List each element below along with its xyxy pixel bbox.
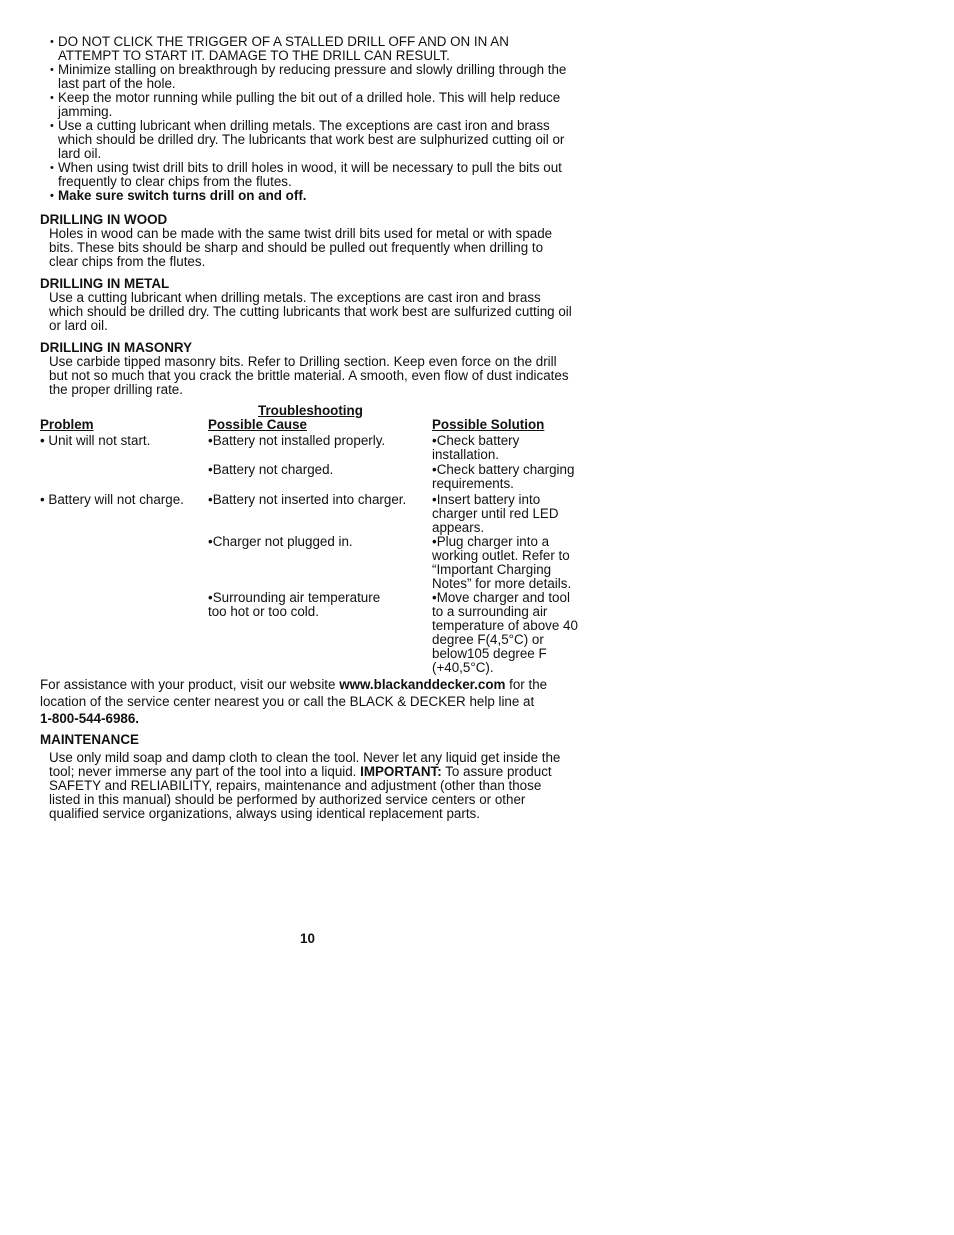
bullet-line: • DO NOT CLICK THE TRIGGER OF A STALLED DRILL OFF AND ON IN AN xyxy=(58,34,509,49)
section-heading: DRILLING IN WOOD xyxy=(40,212,168,227)
solution-line: •Move charger and tool xyxy=(432,590,570,605)
section-heading: DRILLING IN MASONRY xyxy=(40,340,193,355)
website-link[interactable]: www.blackanddecker.com xyxy=(339,677,506,692)
solution-line: appears. xyxy=(432,520,485,535)
solution-line: •Check battery charging xyxy=(432,462,575,477)
solution-line: to a surrounding air xyxy=(432,604,548,619)
solution-line: (+40,5°C). xyxy=(432,660,494,675)
header-solution: Possible Solution xyxy=(432,417,545,432)
maintenance-body xyxy=(49,751,594,821)
cause-line: •Surrounding air temperature xyxy=(208,590,381,605)
solution-cell xyxy=(432,591,592,675)
bullet-item xyxy=(50,35,590,63)
bullet-item xyxy=(50,63,590,91)
cause-line: too hot or too cold. xyxy=(208,604,319,619)
assist-text: for the xyxy=(505,677,548,692)
safety-bullet-list xyxy=(50,35,590,203)
body-line: Holes in wood can be made with the same twist drill bits used for metal or with spade xyxy=(49,226,553,241)
body-line: qualified service organizations, always using identical replacement parts. xyxy=(49,806,480,821)
solution-line: below105 degree F xyxy=(432,646,547,661)
solution-cell xyxy=(432,434,592,462)
solution-line: temperature of above 40 xyxy=(432,618,578,633)
solution-line: •Insert battery into xyxy=(432,492,541,507)
drilling-metal-section xyxy=(40,277,590,333)
body-line: bits. These bits should be sharp and should be pulled out frequently when drilling to xyxy=(49,240,544,255)
solution-line: •Plug charger into a xyxy=(432,534,550,549)
bullet-line: • When using twist drill bits to drill holes in wood, it will be necessary to pull the bits out xyxy=(58,160,562,175)
bullet-line: • Make sure switch turns drill on and off. xyxy=(58,188,307,203)
bullet-line: which should be drilled dry. The lubricants that work best are sulphurized cutting oil or xyxy=(58,132,565,147)
body-line: Use carbide tipped masonry bits. Refer to Drilling section. Keep even force on the drill xyxy=(49,354,557,369)
section-body xyxy=(40,355,590,397)
page-number: 10 xyxy=(300,931,315,946)
bullet-item xyxy=(50,91,590,119)
drilling-wood-section xyxy=(40,213,590,269)
body-line: which should be drilled dry. The cutting lubricants that work best are sulfurized cutting oil xyxy=(49,304,572,319)
bullet-item xyxy=(50,119,590,161)
bullet-line: • Keep the motor running while pulling the bit out of a drilled hole. This will help reduce xyxy=(58,90,561,105)
bullet-line: • Minimize stalling on breakthrough by reducing pressure and slowly drilling through the xyxy=(58,62,567,77)
solution-cell xyxy=(432,463,592,491)
troubleshooting-title: Troubleshooting xyxy=(258,403,363,418)
solution-line: requirements. xyxy=(432,476,514,491)
bullet-item xyxy=(50,161,590,189)
bullet-line: frequently to clear chips from the flutes. xyxy=(58,174,292,189)
drilling-masonry-section xyxy=(40,341,590,397)
body-line: or lard oil. xyxy=(49,318,108,333)
body-line: SAFETY and RELIABILITY, repairs, maintenance and adjustment (other than those xyxy=(49,778,542,793)
problem-cell: • Battery will not charge. xyxy=(40,492,184,507)
solution-line: “Important Charging xyxy=(432,562,552,577)
body-line: clear chips from the flutes. xyxy=(49,254,206,269)
body-line: To assure product xyxy=(441,764,552,779)
solution-cell xyxy=(432,535,592,591)
cause-cell xyxy=(208,591,428,619)
cause-cell: •Charger not plugged in. xyxy=(208,534,353,549)
solution-line: degree F(4,5°C) or xyxy=(432,632,544,647)
cause-cell: •Battery not inserted into charger. xyxy=(208,492,407,507)
section-body xyxy=(40,227,590,269)
solution-line: working outlet. Refer to xyxy=(432,548,570,563)
solution-line: •Check battery xyxy=(432,433,520,448)
bullet-item xyxy=(50,189,590,203)
body-line: Use only mild soap and damp cloth to clean the tool. Never let any liquid get inside the xyxy=(49,750,561,765)
bullet-line: lard oil. xyxy=(58,146,102,161)
section-body xyxy=(40,291,590,333)
important-label: IMPORTANT: xyxy=(360,764,442,779)
cause-cell: •Battery not charged. xyxy=(208,462,334,477)
header-cause: Possible Cause xyxy=(208,417,307,432)
bullet-line: • Use a cutting lubricant when drilling metals. The exceptions are cast iron and brass xyxy=(58,118,550,133)
assist-text: For assistance with your product, visit our website xyxy=(40,677,340,692)
problem-cell: • Unit will not start. xyxy=(40,433,151,448)
cause-cell: •Battery not installed properly. xyxy=(208,433,386,448)
body-line: Use a cutting lubricant when drilling metals. The exceptions are cast iron and brass xyxy=(49,290,541,305)
bullet-line: jamming. xyxy=(58,104,113,119)
solution-line: Notes” for more details. xyxy=(432,576,572,591)
body-line: but not so much that you crack the brittle material. A smooth, even flow of dust indicates xyxy=(49,368,569,383)
header-problem: Problem xyxy=(40,417,94,432)
bullet-line: ATTEMPT TO START IT. DAMAGE TO THE DRILL CAN RESULT. xyxy=(58,48,450,63)
solution-line: installation. xyxy=(432,447,499,462)
assist-text: location of the service center nearest you or call the BLACK & DECKER help line at xyxy=(40,694,535,709)
body-line: the proper drilling rate. xyxy=(49,382,183,397)
body-line: listed in this manual) should be performed by authorized service centers or other xyxy=(49,792,526,807)
solution-cell xyxy=(432,493,592,535)
assistance-paragraph xyxy=(40,676,590,727)
section-heading: DRILLING IN METAL xyxy=(40,276,170,291)
help-line-number: 1-800-544-6986. xyxy=(40,711,140,726)
bullet-line: last part of the hole. xyxy=(58,76,176,91)
solution-line: charger until red LED xyxy=(432,506,559,521)
maintenance-heading: MAINTENANCE xyxy=(40,732,139,747)
body-line: tool; never immerse any part of the tool into a liquid. xyxy=(49,764,361,779)
